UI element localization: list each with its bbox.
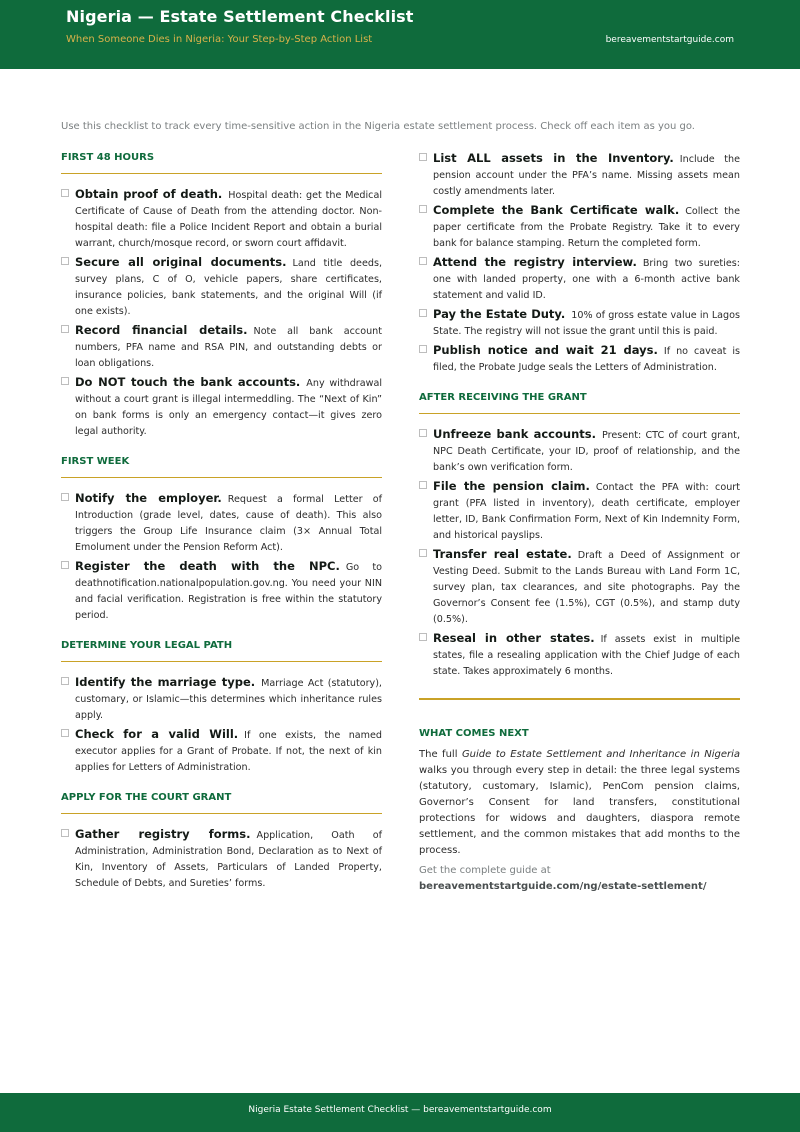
checklist-item	[419, 630, 740, 680]
item-title: Secure all original documents.	[75, 255, 287, 269]
checklist-item	[419, 202, 740, 252]
checkbox[interactable]	[61, 257, 69, 265]
checkbox[interactable]	[419, 309, 427, 317]
checklist-section	[61, 792, 382, 892]
item-title: Register the death with the NPC.	[75, 559, 340, 573]
section-heading: FIRST WEEK	[61, 456, 382, 478]
item-title: Do NOT touch the bank accounts.	[75, 375, 301, 389]
checkbox[interactable]	[61, 829, 69, 837]
checkbox[interactable]	[61, 189, 69, 197]
checklist-item	[419, 478, 740, 544]
item-title: Attend the registry interview.	[433, 255, 637, 269]
item-text: Include the pension account under the PFA’s name. Missing assets mean costly amendments later.	[433, 154, 741, 197]
checklist-section	[61, 456, 382, 624]
item-text: Any withdrawal without a court grant is illegal intermeddling. The “Next of Kin” on bank forms is only an emergency contact—it gives zero legal authority.	[75, 378, 382, 437]
checklist-item	[61, 322, 382, 372]
item-text: Collect the paper certificate from the Probate Registry. Take it to every bank for balance stamping. Return the completed form.	[433, 206, 740, 249]
checklist-item	[61, 558, 382, 624]
item-title: Reseal in other states.	[433, 631, 595, 645]
item-text: Bring two sureties: one with landed property, one with a 6-month active bank statement and valid ID.	[433, 258, 740, 301]
what-next-heading: WHAT COMES NEXT	[419, 728, 529, 739]
checkbox[interactable]	[61, 325, 69, 333]
item-text: Land title deeds, survey plans, C of O, vehicle papers, share certificates, insurance policies, bank statements, and the original Will (if one exists).	[75, 258, 382, 317]
item-text: Note all bank account numbers, PFA name and RSA PIN, and outstanding debts or loan obligations.	[75, 326, 382, 369]
checklist-item	[61, 254, 382, 320]
checklist-item	[61, 826, 382, 892]
page-header	[0, 0, 800, 69]
checkbox[interactable]	[419, 481, 427, 489]
item-text: Present: CTC of court grant, NPC Death Certificate, your ID, proof of relationship, and the bank’s own verification form.	[433, 430, 740, 473]
checklist-item	[419, 254, 740, 304]
page-subtitle: When Someone Dies in Nigeria: Your Step-by-Step Action List	[66, 34, 373, 45]
item-title: Complete the Bank Certificate walk.	[433, 203, 680, 217]
section-heading: FIRST 48 HOURS	[61, 152, 382, 174]
checklist-item	[61, 726, 382, 776]
page-title: Nigeria — Estate Settlement Checklist	[66, 7, 414, 26]
item-text: Go to deathnotification.nationalpopulation.gov.ng. You need your NIN and facial verification. Registration is free within the statutory period.	[75, 562, 382, 621]
checkbox[interactable]	[61, 377, 69, 385]
section-heading: APPLY FOR THE COURT GRANT	[61, 792, 382, 814]
item-text: 10% of gross estate value in Lagos State. The registry will not issue the grant until this is paid.	[433, 310, 740, 337]
checkbox[interactable]	[419, 257, 427, 265]
item-text: If no caveat is filed, the Probate Judge seals the Letters of Administration.	[433, 346, 740, 373]
section-heading: DETERMINE YOUR LEGAL PATH	[61, 640, 382, 662]
checklist-item	[419, 342, 740, 376]
checklist-item	[419, 150, 740, 200]
guide-title: Guide to Estate Settlement and Inheritance in Nigeria	[461, 749, 741, 760]
item-text: Contact the PFA with: court grant (PFA listed in inventory), death certificate, employer letter, ID, Bank Confirmation Form, Next of Kin Indemnity Form, and historical payslips.	[433, 482, 740, 541]
item-title: Record financial details.	[75, 323, 248, 337]
item-title: File the pension claim.	[433, 479, 590, 493]
item-title: Notify the employer.	[75, 491, 222, 505]
item-title: Gather registry forms.	[75, 827, 251, 841]
checklist-section	[61, 152, 382, 440]
checklist-item	[61, 490, 382, 556]
left-column	[61, 150, 382, 908]
item-text: Application, Oath of Administration, Administration Bond, Declaration as to Next of Kin, Inventory of Assets, Particulars of Landed Property, Schedule of Debts, and Sureties’ forms.	[75, 830, 382, 889]
header-site-link[interactable]: bereavementstartguide.com	[605, 35, 734, 45]
section-heading: AFTER RECEIVING THE GRANT	[419, 392, 740, 414]
what-next-text: The full	[419, 749, 462, 760]
section-divider	[419, 698, 740, 700]
page-footer: Nigeria Estate Settlement Checklist — bereavementstartguide.com	[0, 1093, 800, 1132]
intro-text: Use this checklist to track every time-sensitive action in the Nigeria estate settlement process. Check off each item as you go.	[61, 121, 695, 132]
item-text: Hospital death: get the Medical Certificate of Cause of Death from the attending doctor. Non-hospital death: file a Police Incident Report and obtain a burial warrant, church/mosque record, or sworn court affidavit.	[75, 190, 382, 249]
item-text: If one exists, the named executor applies for a Grant of Probate. If not, the next of kin applies for Letters of Administration.	[75, 730, 382, 773]
guide-link[interactable]: bereavementstartguide.com/ng/estate-settlement/	[419, 881, 707, 892]
item-title: Unfreeze bank accounts.	[433, 427, 596, 441]
item-title: Check for a valid Will.	[75, 727, 239, 741]
checkbox[interactable]	[419, 345, 427, 353]
item-title: Identify the marriage type.	[75, 675, 256, 689]
checkbox[interactable]	[61, 729, 69, 737]
checkbox[interactable]	[419, 633, 427, 641]
checklist-item	[419, 546, 740, 628]
checklist-item	[61, 374, 382, 440]
checkbox[interactable]	[419, 205, 427, 213]
checklist-item	[61, 674, 382, 724]
checkbox[interactable]	[61, 677, 69, 685]
item-title: Obtain proof of death.	[75, 187, 223, 201]
item-text: If assets exist in multiple states, file a resealing application with the Chief Judge of each state. Takes approximately 6 months.	[433, 634, 741, 677]
checklist-continuation	[419, 150, 740, 376]
checkbox[interactable]	[419, 153, 427, 161]
what-next-text-rest: walks you through every step in detail: the three legal systems (statutory, customary, Islamic), PenCom pension claims, Governor’s Consent for land transfers, constitutional protections for widows and daughters, diaspora remote settlement, and the common mistakes that add months to the process.	[419, 765, 740, 856]
checklist-section	[419, 392, 740, 680]
right-column	[419, 150, 740, 895]
checkbox[interactable]	[419, 549, 427, 557]
item-title: Publish notice and wait 21 days.	[433, 343, 658, 357]
checklist-item	[419, 426, 740, 476]
checkbox[interactable]	[61, 493, 69, 501]
item-text: Request a formal Letter of Introduction (grade level, dates, cause of death). This also triggers the Group Life Insurance claim (3× Annual Total Emolument under the Pension Reform Act).	[75, 494, 383, 553]
item-title: List ALL assets in the Inventory.	[433, 151, 674, 165]
checkbox[interactable]	[61, 561, 69, 569]
checklist-item	[61, 186, 382, 252]
checkbox[interactable]	[419, 429, 427, 437]
item-text: Draft a Deed of Assignment or Vesting Deed. Submit to the Lands Bureau with Land Form 1C, survey plan, tax clearances, and site photographs. Pay the Governor’s Consent fee (1.5%), CGT (0.5%), and stamp duty (0.5%).	[433, 550, 740, 625]
what-next-body	[419, 747, 740, 859]
guide-link-label: Get the complete guide at	[419, 865, 551, 876]
checklist-section	[61, 640, 382, 776]
item-text: Marriage Act (statutory), customary, or Islamic—this determines which inheritance rules apply.	[75, 678, 382, 721]
checklist-item	[419, 306, 740, 340]
item-title: Transfer real estate.	[433, 547, 572, 561]
item-title: Pay the Estate Duty.	[433, 307, 566, 321]
